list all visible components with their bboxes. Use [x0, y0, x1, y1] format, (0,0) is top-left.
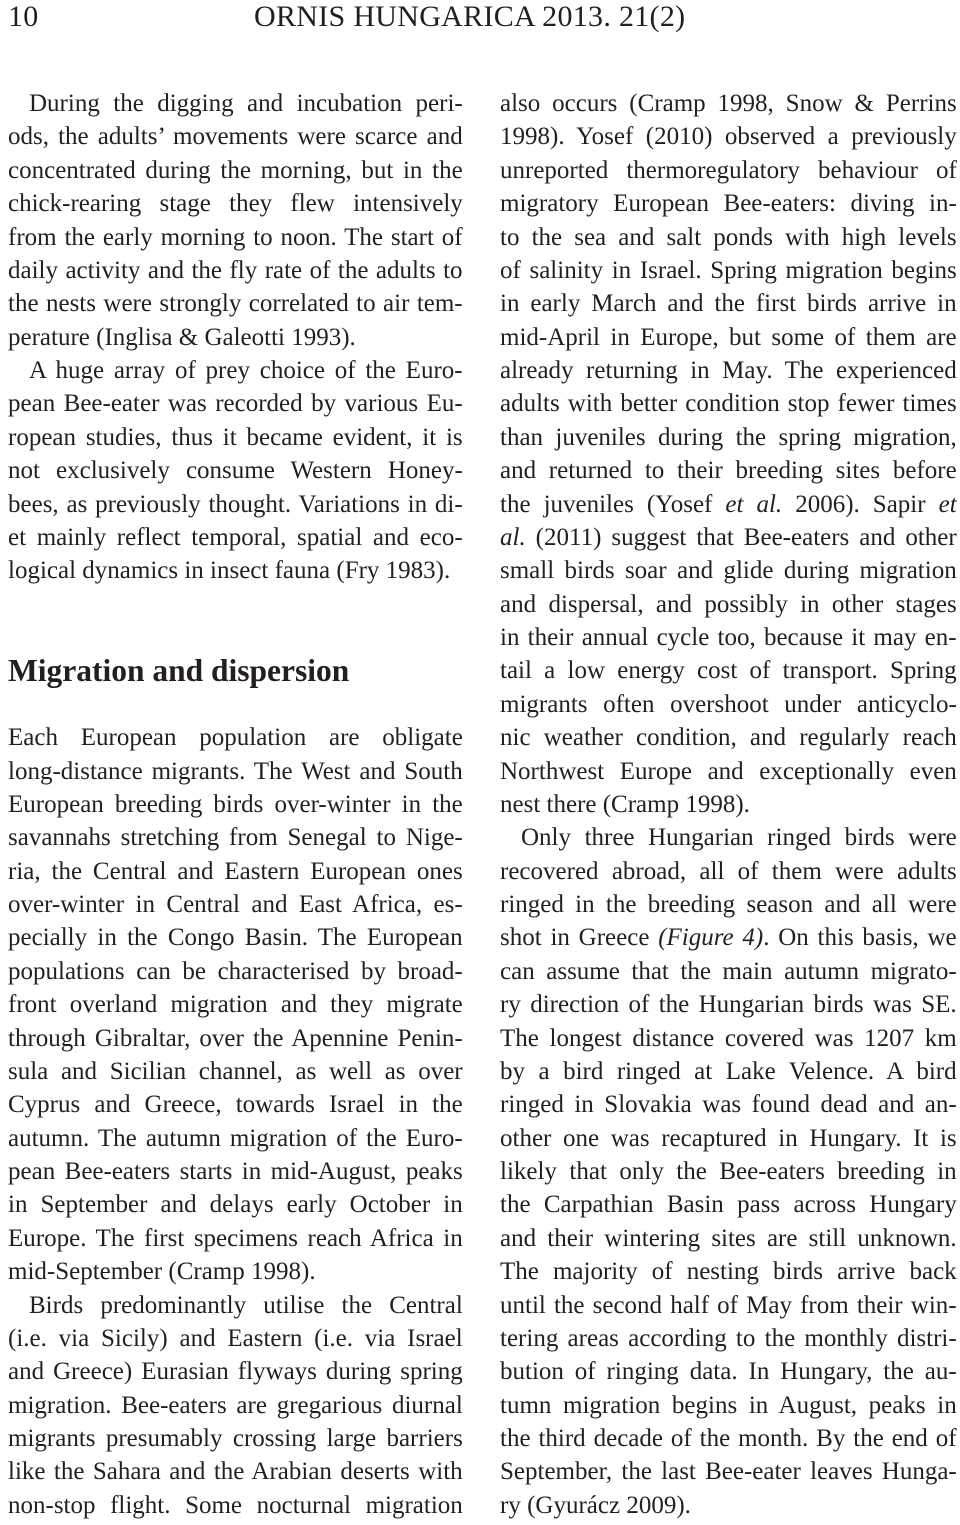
text-line: savannahs stretching from Senegal to Nige-	[8, 824, 463, 852]
text-line: ry direction of the Hungarian birds was SE.	[500, 991, 957, 1019]
text-line: from the early morning to noon. The start of	[8, 223, 463, 251]
text-line: ringed in Slovakia was found dead and an-	[500, 1091, 957, 1119]
text-line: pean Bee-eaters starts in mid-August, peaks	[8, 1158, 463, 1185]
text-line: unreported thermoregulatory behaviour of	[500, 156, 957, 184]
text-line: the Carpathian Basin pass across Hungary	[500, 1191, 957, 1219]
text-line: A huge array of prey choice of the Euro-	[29, 357, 463, 384]
journal-title: ORNIS HUNGARICA 2013. 21(2)	[254, 0, 686, 33]
text-segment: shot in Greece	[500, 924, 659, 952]
paragraph	[8, 1289, 463, 1523]
text-line: and their wintering sites are still unknown.	[500, 1224, 957, 1252]
text-line: already returning in May. The experienced	[500, 357, 957, 384]
text-segment: (2011) suggest that Bee-eaters and other	[525, 523, 957, 551]
text-line: Northwest Europe and exceptionally even	[500, 757, 957, 785]
text-line: mid-September (Cramp 1998).	[8, 1258, 316, 1286]
text-line: in early March and the first birds arrive in	[500, 290, 957, 318]
text-line: perature (Inglisa & Galeotti 1993).	[8, 323, 356, 351]
text-line: tering areas according to the monthly distri-	[500, 1324, 957, 1352]
text-line: of salinity in Israel. Spring migration begins	[500, 256, 957, 284]
text-line: long-distance migrants. The West and South	[8, 757, 463, 785]
text-line: The majority of nesting birds arrive back	[500, 1258, 957, 1286]
text-line: ringed in the breeding season and all were	[500, 891, 957, 918]
text-line: in September and delays early October in	[8, 1191, 463, 1219]
text-line: the third decade of the month. By the end of	[500, 1425, 957, 1452]
text-line: daily activity and the fly rate of the adults to	[8, 256, 463, 284]
italic-text: et al.	[725, 490, 783, 518]
left-column	[8, 87, 463, 1522]
text-line: and Greece) Eurasian flyways during spring	[8, 1358, 463, 1386]
text-line: 1998). Yosef (2010) observed a previously	[500, 123, 957, 151]
text-line: logical dynamics in insect fauna (Fry 1983).	[8, 557, 451, 585]
text-line: also occurs (Cramp 1998, Snow & Perrins	[500, 90, 957, 117]
paragraph	[8, 87, 463, 354]
text-line: bees, as previously thought. Variations in di-	[8, 490, 463, 518]
text-line: ropean studies, thus it became evident, it is	[8, 423, 463, 451]
text-line: sula and Sicilian channel, as well as over	[8, 1057, 463, 1085]
text-line: by a bird ringed at Lake Velence. A bird	[500, 1057, 957, 1085]
text-line: migration. Bee-eaters are gregarious diurnal	[8, 1391, 463, 1419]
page-number: 10	[8, 0, 39, 33]
text-line: recovered abroad, all of them were adults	[500, 857, 957, 885]
text-line	[500, 521, 957, 554]
text-line: autumn. The autumn migration of the Euro-	[8, 1124, 463, 1152]
text-line: not exclusively consume Western Honey-	[8, 457, 463, 485]
italic-text: al.	[500, 523, 526, 551]
paragraph	[500, 821, 957, 1522]
text-line: Birds predominantly utilise the Central	[29, 1291, 463, 1319]
text-segment: the juveniles (Yosef	[500, 490, 726, 518]
text-segment: 2006). Sapir	[782, 490, 939, 518]
text-line: ria, the Central and Eastern European ones	[8, 857, 463, 885]
text-line: nic weather condition, and regularly reach	[500, 724, 957, 752]
text-line: Only three Hungarian ringed birds were	[521, 824, 957, 852]
text-line: et mainly reflect temporal, spatial and eco-	[8, 523, 463, 551]
text-line: Each European population are obligate	[8, 724, 463, 752]
text-line: migratory European Bee-eaters: diving in-	[500, 190, 957, 218]
text-line: to the sea and salt ponds with high levels	[500, 223, 957, 251]
text-line: and returned to their breeding sites before	[500, 457, 957, 485]
text-line: until the second half of May from their win-	[500, 1291, 957, 1319]
text-line: concentrated during the morning, but in the	[8, 156, 463, 184]
text-line: through Gibraltar, over the Apennine Penin-	[8, 1024, 463, 1052]
text-line: chick-rearing stage they flew intensively	[8, 190, 463, 218]
text-line: nest there (Cramp 1998).	[500, 790, 750, 818]
text-line: tumn migration begins in August, peaks in	[500, 1391, 957, 1419]
text-line	[500, 921, 957, 954]
text-line: likely that only the Bee-eaters breeding in	[500, 1158, 957, 1185]
paragraph	[500, 87, 957, 821]
text-line: During the digging and incubation peri-	[29, 90, 463, 117]
text-line: Cyprus and Greece, towards Israel in the	[8, 1091, 463, 1119]
text-line: and dispersal, and possibly in other stages	[500, 590, 957, 618]
italic-text: (Figure 4)	[658, 924, 764, 952]
text-line: The longest distance covered was 1207 km	[500, 1024, 957, 1052]
text-line: pean Bee-eater was recorded by various Eu-	[8, 390, 463, 418]
text-line	[500, 488, 957, 521]
text-line: can assume that the main autumn migrato-	[500, 957, 957, 985]
text-line: like the Sahara and the Arabian deserts with	[8, 1458, 463, 1486]
text-line: small birds soar and glide during migration	[500, 557, 957, 585]
running-header	[0, 1, 960, 33]
text-segment: . On this basis, we	[763, 924, 957, 952]
section-heading: Migration and dispersion	[8, 653, 350, 689]
text-line: European breeding birds over-winter in the	[8, 790, 463, 818]
text-line: (i.e. via Sicily) and Eastern (i.e. via Israel	[8, 1324, 463, 1352]
text-line: populations can be characterised by broad-	[8, 957, 463, 985]
text-line: the nests were strongly correlated to air tem-	[8, 290, 463, 318]
text-line: other one was recaptured in Hungary. It is	[500, 1124, 957, 1152]
right-column	[500, 87, 957, 1522]
text-line: adults with better condition stop fewer times	[500, 390, 957, 418]
text-line: than juveniles during the spring migration,	[500, 423, 957, 451]
text-line: front overland migration and they migrate	[8, 991, 463, 1019]
italic-text: et	[938, 490, 957, 518]
text-line: over-winter in Central and East Africa, es-	[8, 891, 463, 918]
text-line: migrants often overshoot under anticyclo-	[500, 690, 957, 718]
text-line: migrants presumably crossing large barriers	[8, 1425, 463, 1452]
paragraph	[8, 721, 463, 1288]
text-line: tail a low energy cost of transport. Spring	[500, 657, 957, 685]
text-line: ods, the adults’ movements were scarce and	[8, 123, 463, 151]
text-line: ry (Gyurácz 2009).	[500, 1491, 691, 1519]
text-line: mid-April in Europe, but some of them are	[500, 323, 957, 351]
text-line: pecially in the Congo Basin. The European	[8, 924, 463, 952]
text-line: in their annual cycle too, because it may en-	[500, 624, 957, 651]
text-line: non-stop flight. Some nocturnal migration	[8, 1491, 463, 1519]
text-line: September, the last Bee-eater leaves Hunga-	[500, 1458, 957, 1486]
text-line: Europe. The first specimens reach Africa in	[8, 1224, 463, 1252]
text-line: bution of ringing data. In Hungary, the au-	[500, 1358, 957, 1386]
paragraph	[8, 354, 463, 588]
